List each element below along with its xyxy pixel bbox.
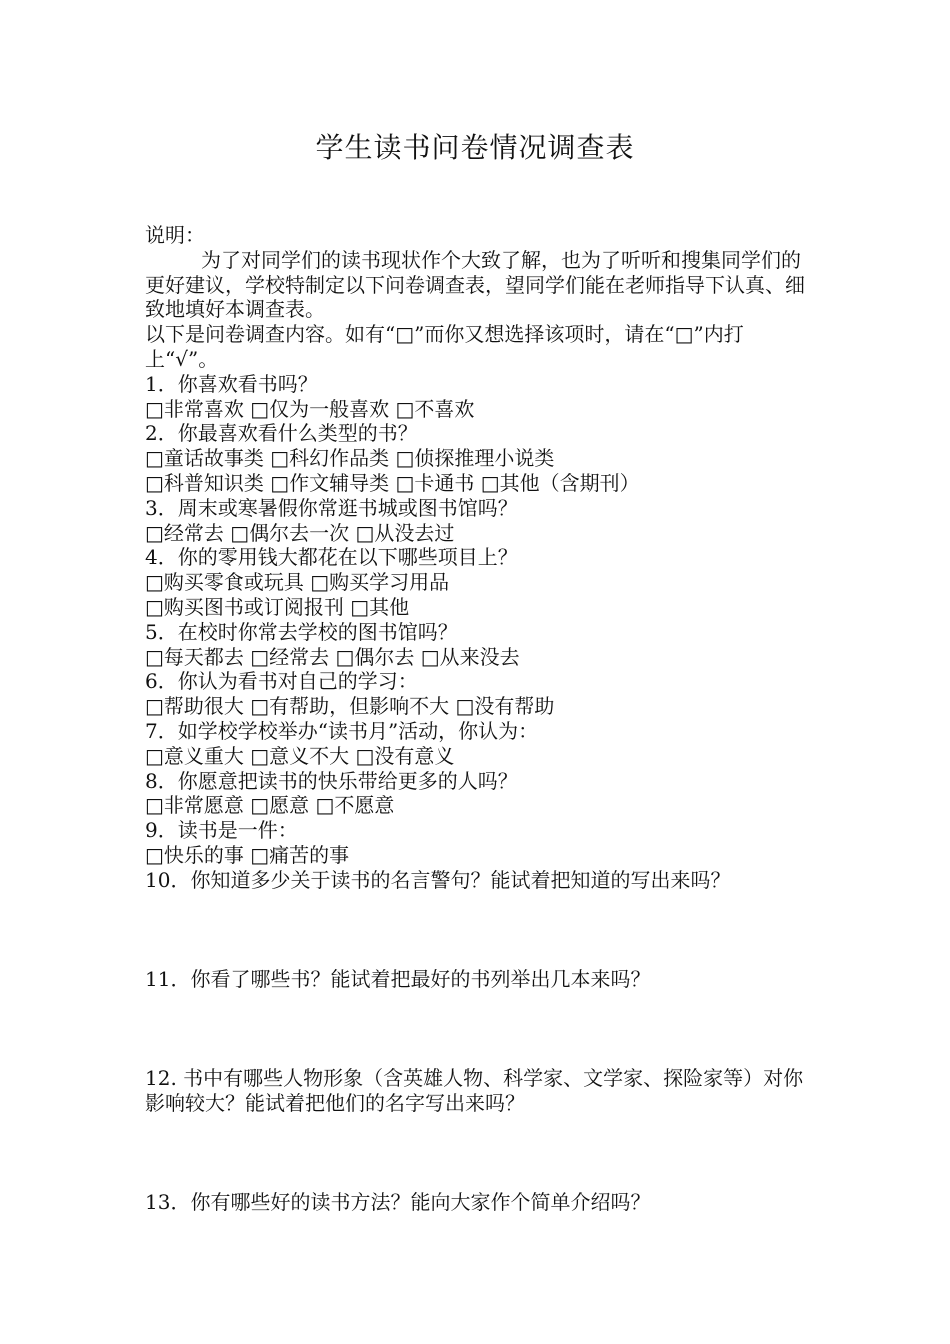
- question-8-options[interactable]: □非常愿意 □愿意 □不愿意: [145, 793, 395, 818]
- document-body: [145, 223, 815, 1215]
- question-2: 2．你最喜欢看什么类型的书？: [145, 421, 418, 446]
- question-7: 7．如学校学校举办“读书月”活动，你认为：: [145, 718, 539, 743]
- question-6-options[interactable]: □帮助很大 □有帮助，但影响不大 □没有帮助: [145, 694, 555, 719]
- question-11: 11．你看了哪些书？能试着把最好的书列举出几本来吗？: [145, 966, 651, 991]
- question-2-options-row-2[interactable]: □科普知识类 □作文辅导类 □卡通书 □其他（含期刊）: [145, 470, 640, 495]
- question-12: 12. 书中有哪些人物形象（含英雄人物、科学家、文学家、探险家等）对你影响较大？能试着把他们的名字写出来吗？: [145, 1066, 804, 1116]
- question-7-options[interactable]: □意义重大 □意义不大 □没有意义: [145, 743, 455, 768]
- question-13: 13．你有哪些好的读书方法？能向大家作个简单介绍吗？: [145, 1189, 651, 1214]
- question-5: 5．在校时你常去学校的图书馆吗？: [145, 619, 458, 644]
- question-10: 10．你知道多少关于读书的名言警句？能试着把知道的写出来吗？: [145, 867, 731, 892]
- page-title: 学生读书问卷情况调查表: [315, 131, 635, 164]
- intro-paragraph: 为了对同学们的读书现状作个大致了解，也为了听听和搜集同学们的更好建议，学校特制定以下问卷调查表，望同学们能在老师指导下认真、细致地填好本调查表。: [145, 247, 805, 322]
- question-4-options-row-1[interactable]: □购买零食或玩具 □购买学习用品: [145, 570, 450, 595]
- question-3: 3．周末或寒暑假你常逛书城或图书馆吗？: [145, 495, 518, 520]
- question-1: 1．你喜欢看书吗？: [145, 371, 318, 396]
- question-6: 6．你认为看书对自己的学习：: [145, 669, 418, 694]
- answer-space-10[interactable]: [145, 893, 815, 967]
- intro-instruction: 以下是问卷调查内容。如有“□”而你又想选择该项时，请在“□”内打上“√”。: [145, 322, 744, 371]
- question-8: 8．你愿意把读书的快乐带给更多的人吗？: [145, 768, 518, 793]
- question-3-options[interactable]: □经常去 □偶尔去一次 □从没去过: [145, 520, 455, 545]
- question-4-options-row-2[interactable]: □购买图书或订阅报刊 □其他: [145, 594, 410, 619]
- question-1-options[interactable]: □非常喜欢 □仅为一般喜欢 □不喜欢: [145, 396, 475, 421]
- question-4: 4．你的零用钱大都花在以下哪些项目上？: [145, 545, 518, 570]
- answer-space-12[interactable]: [145, 1116, 815, 1190]
- answer-space-11[interactable]: [145, 991, 815, 1066]
- question-2-options-row-1[interactable]: □童话故事类 □科幻作品类 □侦探推理小说类: [145, 446, 555, 471]
- question-5-options[interactable]: □每天都去 □经常去 □偶尔去 □从来没去: [145, 644, 520, 669]
- question-9: 9．读书是一件：: [145, 818, 298, 843]
- intro-label: 说明：: [145, 223, 205, 247]
- question-9-options[interactable]: □快乐的事 □痛苦的事: [145, 842, 350, 867]
